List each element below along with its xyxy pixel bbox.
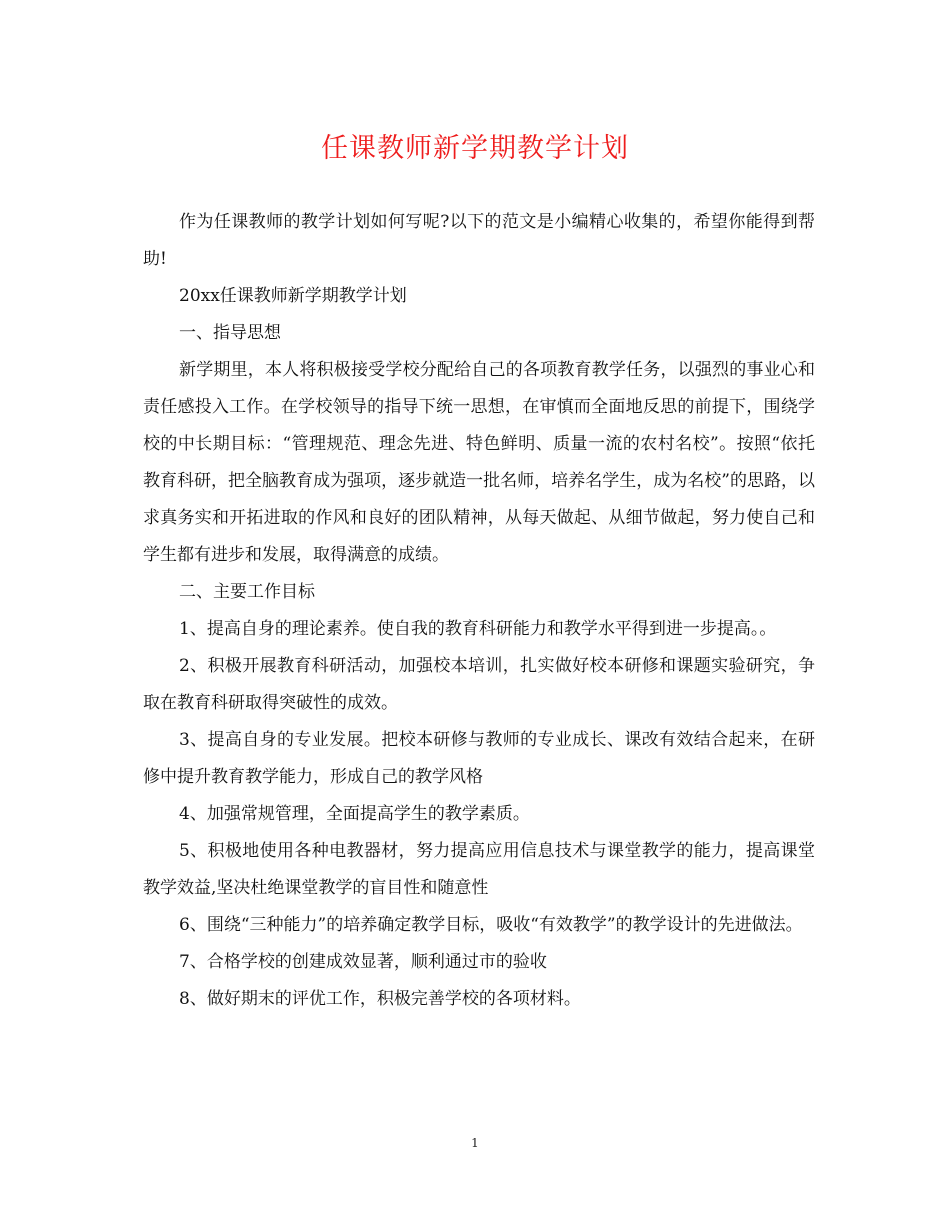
page-number: 1 [471,1136,479,1150]
intro-paragraph: 作为任课教师的教学计划如何写呢?以下的范文是小编精心收集的，希望你能得到帮助! [143,212,815,269]
subtitle-paragraph: 20xx任课教师新学期教学计划 [179,286,407,306]
goal-item-3: 3、提高自身的专业发展。把校本研修与教师的专业成长、课改有效结合起来，在研修中提升教育教学能力，形成自己的教学风格 [143,730,815,787]
goal-item-1: 1、提高自身的理论素养。使自我的教育科研能力和教学水平得到进一步提高。。 [179,619,777,639]
section-heading-guiding-thought: 一、指导思想 [179,323,281,343]
goal-item-2: 2、积极开展教育科研活动，加强校本培训，扎实做好校本研修和课题实验研究，争取在教育科研取得突破性的成效。 [143,656,815,713]
document-title: 任课教师新学期教学计划 [321,133,629,164]
goal-item-4: 4、加强常规管理，全面提高学生的教学素质。 [179,804,530,824]
section-heading-main-goals: 二、主要工作目标 [179,582,315,602]
goal-item-6: 6、围绕“三种能力”的培养确定教学目标，吸收“有效教学”的教学设计的先进做法。 [179,915,803,935]
goal-item-8: 8、做好期末的评优工作，积极完善学校的各项材料。 [179,989,581,1009]
guiding-thought-paragraph: 新学期里，本人将积极接受学校分配给自己的各项教育教学任务，以强烈的事业心和责任感投入工作。在学校领导的指导下统一思想，在审慎而全面地反思的前提下，围绕学校的中长期目标：“管理规范、理念先进、特色鲜明、质量一流的农村名校”。按照“依托教育科研，把全脑教育成为强项，逐步就造一批名师，培养名学生，成为名校”的思路，以求真务实和开拓进取的作风和良好的团队精神，从每天做起、从细节做起，努力使自己和学生都有进步和发展，取得满意的成绩。 [143,360,815,565]
document-body [143,204,815,1018]
goal-item-7: 7、合格学校的创建成效显著，顺利通过市的验收 [179,952,547,972]
goal-item-5: 5、积极地使用各种电教器材，努力提高应用信息技术与课堂教学的能力，提高课堂教学效益,坚决杜绝课堂教学的盲目性和随意性 [143,841,815,898]
